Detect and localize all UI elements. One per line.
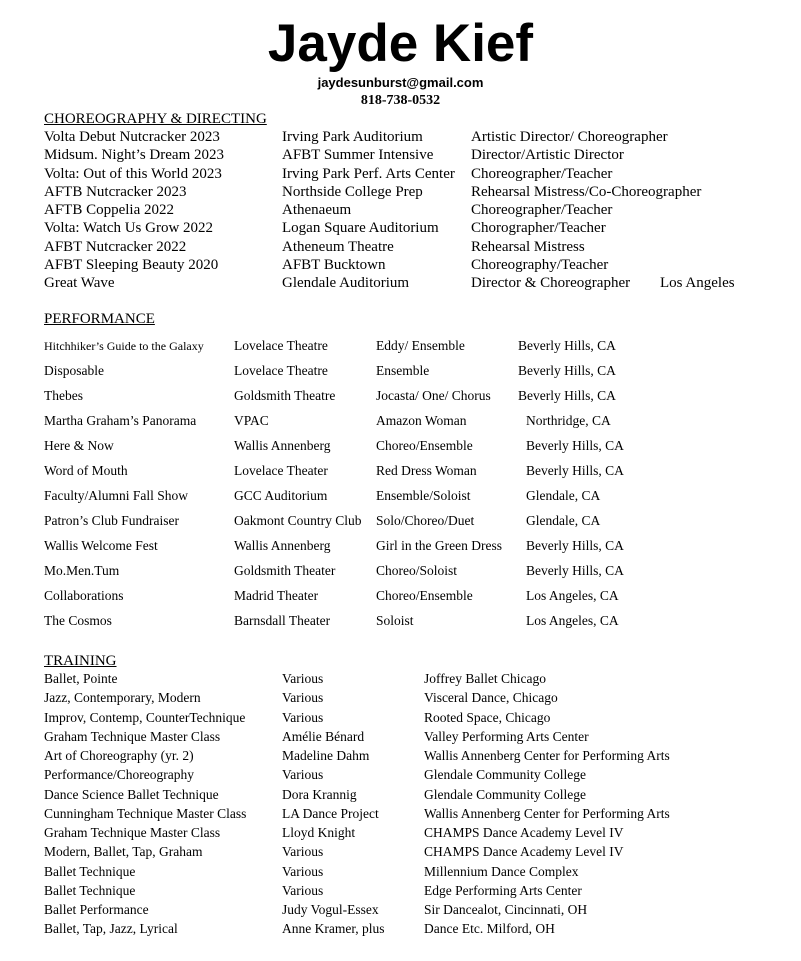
show-title: Word of Mouth bbox=[44, 463, 128, 478]
training-style: Graham Technique Master Class bbox=[44, 825, 221, 840]
training-style: Ballet, Tap, Jazz, Lyrical bbox=[44, 921, 178, 937]
training-style: Graham Technique Master Class bbox=[44, 728, 221, 744]
performance-entry bbox=[0, 487, 801, 505]
performance-entry bbox=[0, 337, 801, 355]
instructor: Dora Krannig bbox=[282, 786, 357, 802]
role: Choreo/Ensemble bbox=[376, 588, 473, 603]
role: Ensemble/Soloist bbox=[376, 488, 471, 503]
role: Solo/Choreo/Duet bbox=[376, 513, 475, 528]
venue: GCC Auditorium bbox=[234, 488, 328, 503]
instructor: LA Dance Project bbox=[282, 805, 379, 821]
choreography-entry bbox=[0, 165, 801, 183]
training-style: Performance/Choreography bbox=[44, 767, 194, 783]
location: Los Angeles, CA bbox=[526, 588, 619, 603]
instructor: Various bbox=[282, 882, 324, 898]
production-title: Volta Debut Nutcracker 2023 bbox=[44, 129, 220, 145]
performance-entry bbox=[0, 612, 801, 630]
location: Los Angeles, CA bbox=[526, 613, 619, 628]
instructor: Anne Kramer, plus bbox=[282, 921, 385, 937]
choreography-entry bbox=[0, 256, 801, 274]
choreography-heading: CHOREOGRAPHY & DIRECTING bbox=[44, 111, 267, 127]
role: Choreographer/Teacher bbox=[471, 165, 613, 182]
location: Beverly Hills, CA bbox=[526, 438, 624, 453]
venue: Glendale Auditorium bbox=[282, 275, 410, 291]
training-entry bbox=[0, 728, 801, 745]
venue: Barnsdall Theater bbox=[234, 613, 331, 628]
role: Jocasta/ One/ Chorus bbox=[376, 388, 491, 403]
role: Rehearsal Mistress bbox=[471, 238, 585, 255]
role: Director & Choreographer bbox=[471, 275, 631, 291]
training-entry bbox=[0, 689, 801, 706]
instructor: Judy Vogul-Essex bbox=[282, 902, 379, 917]
production-title: AFTB Nutcracker 2023 bbox=[44, 183, 187, 200]
venue: Goldsmith Theater bbox=[234, 563, 336, 578]
production-title: Volta: Out of this World 2023 bbox=[44, 165, 222, 182]
instructor: Lloyd Knight bbox=[282, 825, 356, 840]
choreography-entry bbox=[0, 146, 801, 164]
performance-entry bbox=[0, 462, 801, 480]
role: Amazon Woman bbox=[376, 413, 467, 428]
location: Northridge, CA bbox=[526, 413, 611, 428]
training-entry bbox=[0, 863, 801, 880]
show-title: Martha Graham’s Panorama bbox=[44, 413, 197, 428]
venue: Northside College Prep bbox=[282, 183, 423, 200]
training-entry bbox=[0, 786, 801, 803]
role: Soloist bbox=[376, 613, 414, 628]
venue: Goldsmith Theatre bbox=[234, 388, 336, 403]
instructor: Madeline Dahm bbox=[282, 748, 370, 763]
training-entry bbox=[0, 670, 801, 687]
instructor: Various bbox=[282, 709, 324, 725]
choreography-entry bbox=[0, 219, 801, 237]
show-title: Thebes bbox=[44, 388, 83, 403]
venue: AFBT Summer Intensive bbox=[282, 147, 434, 164]
venue: Lovelace Theater bbox=[234, 463, 328, 478]
choreography-entry bbox=[0, 128, 801, 146]
school: Rooted Space, Chicago bbox=[424, 709, 551, 725]
venue: Wallis Annenberg bbox=[234, 538, 331, 553]
training-style: Improv, Contemp, CounterTechnique bbox=[44, 709, 246, 725]
training-style: Ballet Technique bbox=[44, 863, 136, 879]
choreography-entry bbox=[0, 201, 801, 219]
performance-entry bbox=[0, 587, 801, 605]
training-entry bbox=[0, 824, 801, 841]
show-title: The Cosmos bbox=[44, 613, 112, 628]
performance-entry bbox=[0, 562, 801, 580]
location: Glendale, CA bbox=[526, 488, 601, 503]
venue: VPAC bbox=[234, 413, 269, 428]
school: CHAMPS Dance Academy Level IV bbox=[424, 844, 624, 860]
location: Glendale, CA bbox=[526, 513, 601, 528]
role: Artistic Director/ Choreographer bbox=[471, 129, 668, 145]
venue: Logan Square Auditorium bbox=[282, 220, 439, 237]
choreography-entry bbox=[0, 183, 801, 201]
show-title: Mo.Men.Tum bbox=[44, 563, 120, 578]
phone-number: 818-738-0532 bbox=[360, 93, 441, 108]
role: Rehearsal Mistress/Co-Choreographer bbox=[471, 183, 702, 200]
production-title: AFBT Nutcracker 2022 bbox=[44, 238, 187, 255]
role: Choreo/Ensemble bbox=[376, 438, 473, 453]
venue: Lovelace Theatre bbox=[234, 363, 328, 378]
role: Choreo/Soloist bbox=[376, 563, 458, 578]
school: Glendale Community College bbox=[424, 767, 586, 783]
training-style: Ballet, Pointe bbox=[44, 671, 118, 686]
instructor: Various bbox=[282, 863, 324, 879]
show-title: Hitchhiker’s Guide to the Galaxy bbox=[44, 339, 204, 353]
performance-heading: PERFORMANCE bbox=[44, 311, 155, 327]
training-entry bbox=[0, 805, 801, 822]
show-title: Wallis Welcome Fest bbox=[44, 538, 158, 553]
resume-name: Jayde Kief bbox=[267, 14, 534, 73]
show-title: Disposable bbox=[44, 363, 104, 378]
instructor: Various bbox=[282, 844, 324, 860]
production-title: AFBT Sleeping Beauty 2020 bbox=[44, 256, 219, 273]
training-style: Ballet Performance bbox=[44, 902, 149, 917]
school: Glendale Community College bbox=[424, 786, 586, 802]
venue: Irving Park Auditorium bbox=[282, 129, 423, 145]
location: Beverly Hills, CA bbox=[518, 363, 616, 378]
training-entry bbox=[0, 920, 801, 937]
venue: AFBT Bucktown bbox=[282, 256, 386, 273]
venue: Atheneum Theatre bbox=[282, 238, 394, 255]
email-address: jaydesunburst@gmail.com bbox=[317, 75, 484, 90]
school: CHAMPS Dance Academy Level IV bbox=[424, 825, 624, 840]
school: Wallis Annenberg Center for Performing Arts bbox=[424, 748, 670, 763]
school: Visceral Dance, Chicago bbox=[424, 690, 558, 706]
training-style: Art of Choreography (yr. 2) bbox=[44, 748, 194, 763]
training-entry bbox=[0, 747, 801, 764]
role: Director/Artistic Director bbox=[471, 147, 624, 164]
venue: Wallis Annenberg bbox=[234, 438, 331, 453]
role: Eddy/ Ensemble bbox=[376, 338, 465, 353]
school: Millennium Dance Complex bbox=[424, 863, 579, 879]
performance-entry bbox=[0, 362, 801, 380]
location: Beverly Hills, CA bbox=[526, 463, 624, 478]
school: Edge Performing Arts Center bbox=[424, 882, 582, 898]
instructor: Various bbox=[282, 690, 324, 706]
role: Choreography/Teacher bbox=[471, 256, 609, 273]
training-entry bbox=[0, 766, 801, 783]
show-title: Faculty/Alumni Fall Show bbox=[44, 488, 189, 503]
training-style: Modern, Ballet, Tap, Graham bbox=[44, 844, 203, 860]
school: Valley Performing Arts Center bbox=[424, 728, 589, 744]
training-style: Ballet Technique bbox=[44, 882, 136, 898]
venue: Madrid Theater bbox=[234, 588, 319, 603]
school: Dance Etc. Milford, OH bbox=[424, 921, 555, 937]
choreography-entry bbox=[0, 238, 801, 256]
school: Sir Dancealot, Cincinnati, OH bbox=[424, 902, 588, 917]
performance-entry bbox=[0, 537, 801, 555]
role: Ensemble bbox=[376, 363, 430, 378]
performance-entry bbox=[0, 387, 801, 405]
training-style: Cunningham Technique Master Class bbox=[44, 805, 247, 821]
training-entry bbox=[0, 882, 801, 899]
choreography-entry bbox=[0, 274, 801, 292]
location: Los Angeles bbox=[660, 275, 735, 291]
instructor: Various bbox=[282, 767, 324, 783]
instructor: Amélie Bénard bbox=[282, 728, 365, 744]
performance-entry bbox=[0, 437, 801, 455]
training-entry bbox=[0, 901, 801, 918]
show-title: Here & Now bbox=[44, 438, 114, 453]
location: Beverly Hills, CA bbox=[518, 388, 616, 403]
training-style: Jazz, Contemporary, Modern bbox=[44, 690, 201, 706]
venue: Athenaeum bbox=[282, 202, 352, 218]
production-title: Midsum. Night’s Dream 2023 bbox=[44, 147, 224, 164]
production-title: Great Wave bbox=[44, 275, 115, 291]
role: Red Dress Woman bbox=[376, 463, 477, 478]
school: Joffrey Ballet Chicago bbox=[424, 671, 546, 686]
performance-entry bbox=[0, 512, 801, 530]
instructor: Various bbox=[282, 671, 324, 686]
location: Beverly Hills, CA bbox=[526, 563, 624, 578]
show-title: Collaborations bbox=[44, 588, 124, 603]
school: Wallis Annenberg Center for Performing Arts bbox=[424, 805, 670, 821]
performance-entry bbox=[0, 412, 801, 430]
location: Beverly Hills, CA bbox=[518, 338, 616, 353]
production-title: Volta: Watch Us Grow 2022 bbox=[44, 220, 214, 237]
venue: Lovelace Theatre bbox=[234, 338, 328, 353]
training-heading: TRAINING bbox=[44, 653, 117, 669]
training-entry bbox=[0, 843, 801, 860]
production-title: AFTB Coppelia 2022 bbox=[44, 202, 174, 218]
role: Girl in the Green Dress bbox=[376, 538, 502, 553]
location: Beverly Hills, CA bbox=[526, 538, 624, 553]
role: Choreographer/Teacher bbox=[471, 202, 613, 218]
training-style: Dance Science Ballet Technique bbox=[44, 786, 219, 802]
show-title: Patron’s Club Fundraiser bbox=[44, 513, 179, 528]
role: Chorographer/Teacher bbox=[471, 220, 606, 237]
venue: Irving Park Perf. Arts Center bbox=[282, 165, 455, 182]
venue: Oakmont Country Club bbox=[234, 513, 362, 528]
training-entry bbox=[0, 709, 801, 726]
